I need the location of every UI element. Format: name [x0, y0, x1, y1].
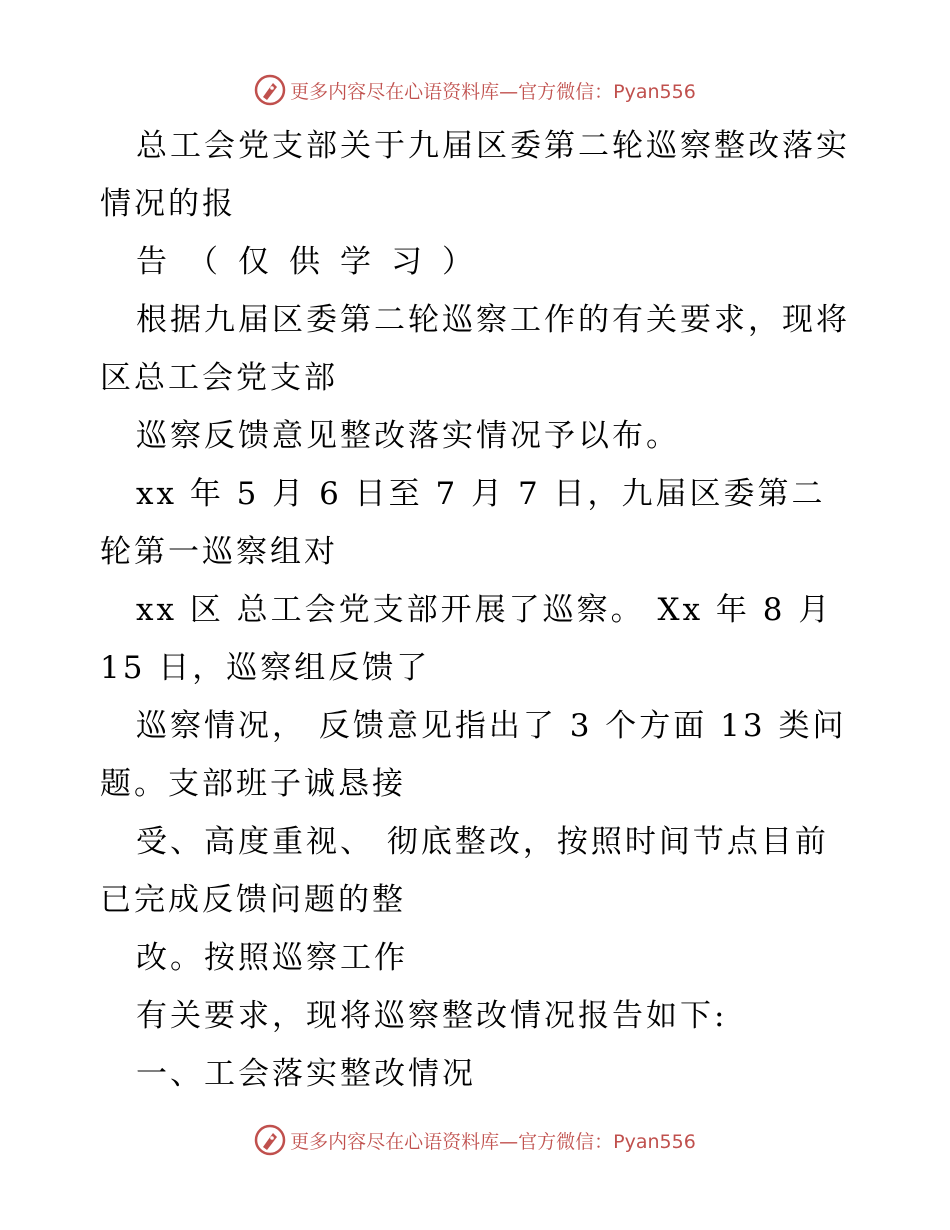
paragraph-line: 巡察反馈意见整改落实情况予以布。	[136, 418, 680, 454]
paragraph-line: 区总工会党支部	[100, 360, 338, 396]
paragraph-line: 有关要求，现将巡察整改情况报告如下:	[136, 998, 728, 1034]
paragraph-line: 根据九届区委第二轮巡察工作的有关要求，现将	[136, 302, 850, 338]
header-banner	[0, 70, 950, 110]
paragraph-line: xx 区 总工会党支部开展了巡察。 Xx 年 8 月	[136, 592, 833, 628]
paragraph-line: 15 日，巡察组反馈了	[100, 650, 431, 686]
paragraph-line: 巡察情况， 反馈意见指出了 3 个方面 13 类问	[136, 708, 847, 744]
footer-brand-text: 更多内容尽在心语资料库	[290, 1130, 500, 1153]
pen-nib-logo-icon	[254, 74, 286, 106]
header-wechat-text: 官方微信：Pyan556	[518, 80, 696, 103]
footer-banner-text	[290, 1127, 696, 1154]
document-title-line-1: 总工会党支部关于九届区委第二轮巡察整改落实	[136, 128, 850, 164]
paragraph-line: 轮第一巡察组对	[100, 534, 338, 570]
footer-banner-inner	[254, 1124, 696, 1156]
footer-banner	[0, 1120, 950, 1160]
header-brand-text: 更多内容尽在心语资料库	[290, 80, 500, 103]
paragraph-line: 题。支部班子诚恳接	[100, 766, 406, 802]
header-separator: —	[499, 80, 519, 103]
section-heading: 一、工会落实整改情况	[136, 1056, 476, 1092]
document-title-line-2: 情况的报	[100, 186, 236, 222]
header-banner-text	[290, 77, 696, 104]
paragraph-line: xx 年 5 月 6 日至 7 月 7 日，九届区委第二	[136, 476, 826, 512]
paragraph-line: 改。按照巡察工作	[136, 940, 408, 976]
paragraph-line: 受、高度重视、 彻底整改，按照时间节点目前	[136, 824, 829, 860]
header-banner-inner	[254, 74, 696, 106]
footer-wechat-text: 官方微信：Pyan556	[518, 1130, 696, 1153]
paragraph-line: 已完成反馈问题的整	[100, 882, 406, 918]
footer-separator: —	[499, 1130, 519, 1153]
document-title-line-3: 告（仅供学习）	[136, 244, 493, 280]
pen-nib-logo-icon	[254, 1124, 286, 1156]
